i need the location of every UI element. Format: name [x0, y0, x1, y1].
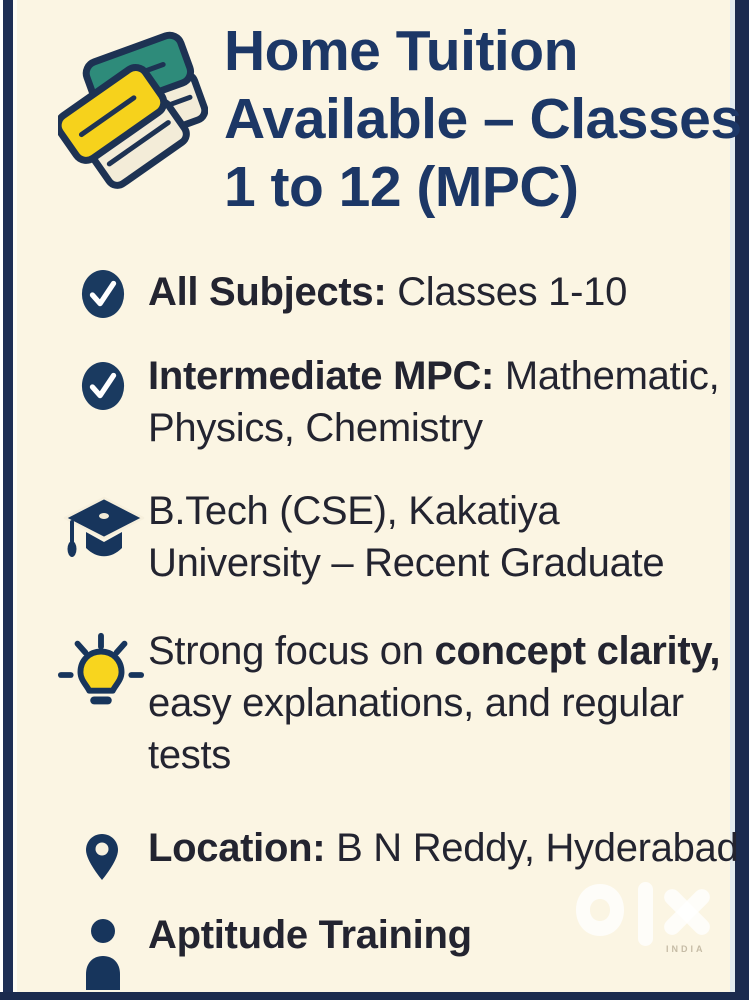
check-circle-icon — [80, 360, 126, 417]
item-line: tests — [148, 733, 231, 777]
list-item-intermediate-mpc — [148, 350, 719, 454]
person-icon — [81, 916, 125, 997]
check-circle-icon — [80, 268, 126, 325]
item-line: Location: B N Reddy, Hyderabad — [148, 826, 739, 870]
title-line-3: 1 to 12 (MPC) — [224, 155, 579, 219]
list-item-btech — [148, 485, 664, 589]
list-item-all-subjects — [148, 266, 627, 318]
lightbulb-icon — [55, 630, 147, 725]
item-line: All Subjects: Classes 1-10 — [148, 270, 628, 314]
olx-watermark — [574, 882, 744, 960]
left-edge-pale — [13, 0, 17, 1000]
item-line: Physics, Chemistry — [148, 406, 483, 450]
olx-logo-icon — [574, 882, 744, 960]
list-item-aptitude — [148, 909, 472, 961]
graduation-cap-icon — [58, 490, 150, 587]
poster-title — [224, 17, 742, 221]
item-line: Strong focus on concept clarity, — [148, 629, 721, 673]
title-line-2: Available – Classes — [224, 87, 742, 151]
books-icon — [58, 28, 208, 199]
location-pin-icon — [85, 833, 119, 886]
item-line: easy explanations, and regular — [148, 681, 684, 725]
olx-country-label: INDIA — [666, 944, 706, 954]
title-line-1: Home Tuition — [224, 19, 578, 83]
item-line: Intermediate MPC: Mathematic, — [148, 354, 720, 398]
list-item-location — [148, 822, 738, 874]
item-line: University – Recent Graduate — [148, 541, 665, 585]
left-border — [3, 0, 13, 1000]
item-line: Aptitude Training — [148, 913, 472, 957]
list-item-concept-clarity — [148, 625, 720, 781]
item-line: B.Tech (CSE), Kakatiya — [148, 489, 560, 533]
